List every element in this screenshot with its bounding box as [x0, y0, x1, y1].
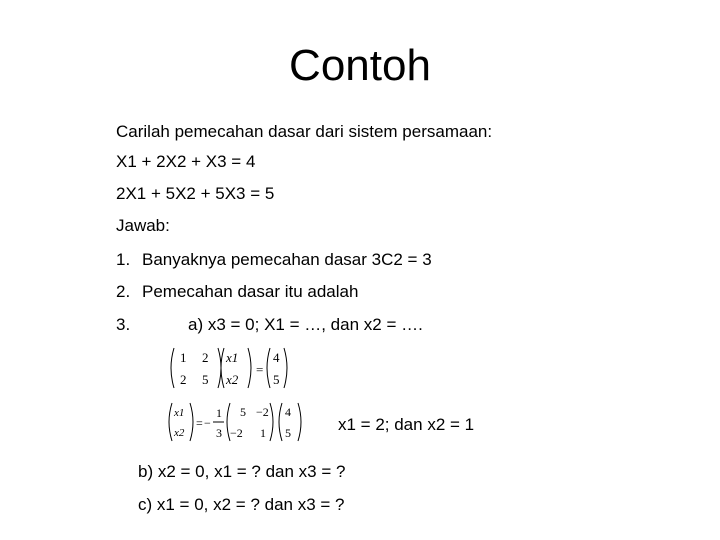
answer-label: Jawab:: [116, 216, 170, 235]
rhs-cell: 4: [273, 350, 280, 365]
rhs-cell: 4: [285, 405, 291, 419]
matrix-cell: 1: [180, 350, 187, 365]
list-item-number: 1.: [116, 250, 131, 269]
matrix-equation-1: [166, 344, 296, 392]
equation-2: 2X1 + 5X2 + 5X3 = 5: [116, 184, 275, 203]
equals-sign: =: [196, 416, 203, 430]
matrix-cell: 5: [202, 372, 209, 387]
list-item-text: Pemecahan dasar itu adalah: [142, 282, 359, 301]
result-text: x1 = 2; dan x2 = 1: [338, 415, 475, 434]
list-item-text: a) x3 = 0; X1 = …, dan x2 = ….: [188, 315, 423, 334]
lhs-cell: x2: [174, 427, 185, 439]
slide-title: Contoh: [289, 41, 431, 90]
item-b: b) x2 = 0, x1 = ? dan x3 = ?: [138, 462, 346, 481]
inverse-cell: −2: [256, 405, 269, 419]
list-item: [116, 281, 358, 303]
lhs-cell: x1: [174, 407, 185, 419]
equals-sign: =: [256, 362, 264, 377]
matrix-cell: 2: [180, 372, 187, 387]
vector-cell: x2: [226, 372, 239, 387]
list-item-text: Banyaknya pemecahan dasar 3C2 = 3: [142, 250, 432, 269]
minus-sign: −: [204, 416, 211, 430]
list-item-number: 3.: [116, 315, 131, 334]
inverse-cell: −2: [230, 426, 243, 440]
inverse-cell: 5: [240, 405, 246, 419]
prompt-text: Carilah pemecahan dasar dari sistem persamaan:: [116, 122, 493, 141]
fraction-numerator: 1: [216, 406, 222, 420]
vector-cell: x1: [226, 350, 239, 365]
rhs-cell: 5: [285, 426, 291, 440]
list-item: [116, 249, 432, 271]
matrix-equation-2: [166, 400, 306, 444]
rhs-cell: 5: [273, 372, 280, 387]
list-item-number: 2.: [116, 282, 131, 301]
equation-1: X1 + 2X2 + X3 = 4: [116, 152, 256, 171]
fraction-denominator: 3: [216, 426, 222, 440]
item-c: c) x1 = 0, x2 = ? dan x3 = ?: [138, 495, 345, 514]
list-item: [116, 314, 142, 336]
inverse-cell: 1: [260, 426, 266, 440]
matrix-cell: 2: [202, 350, 209, 365]
